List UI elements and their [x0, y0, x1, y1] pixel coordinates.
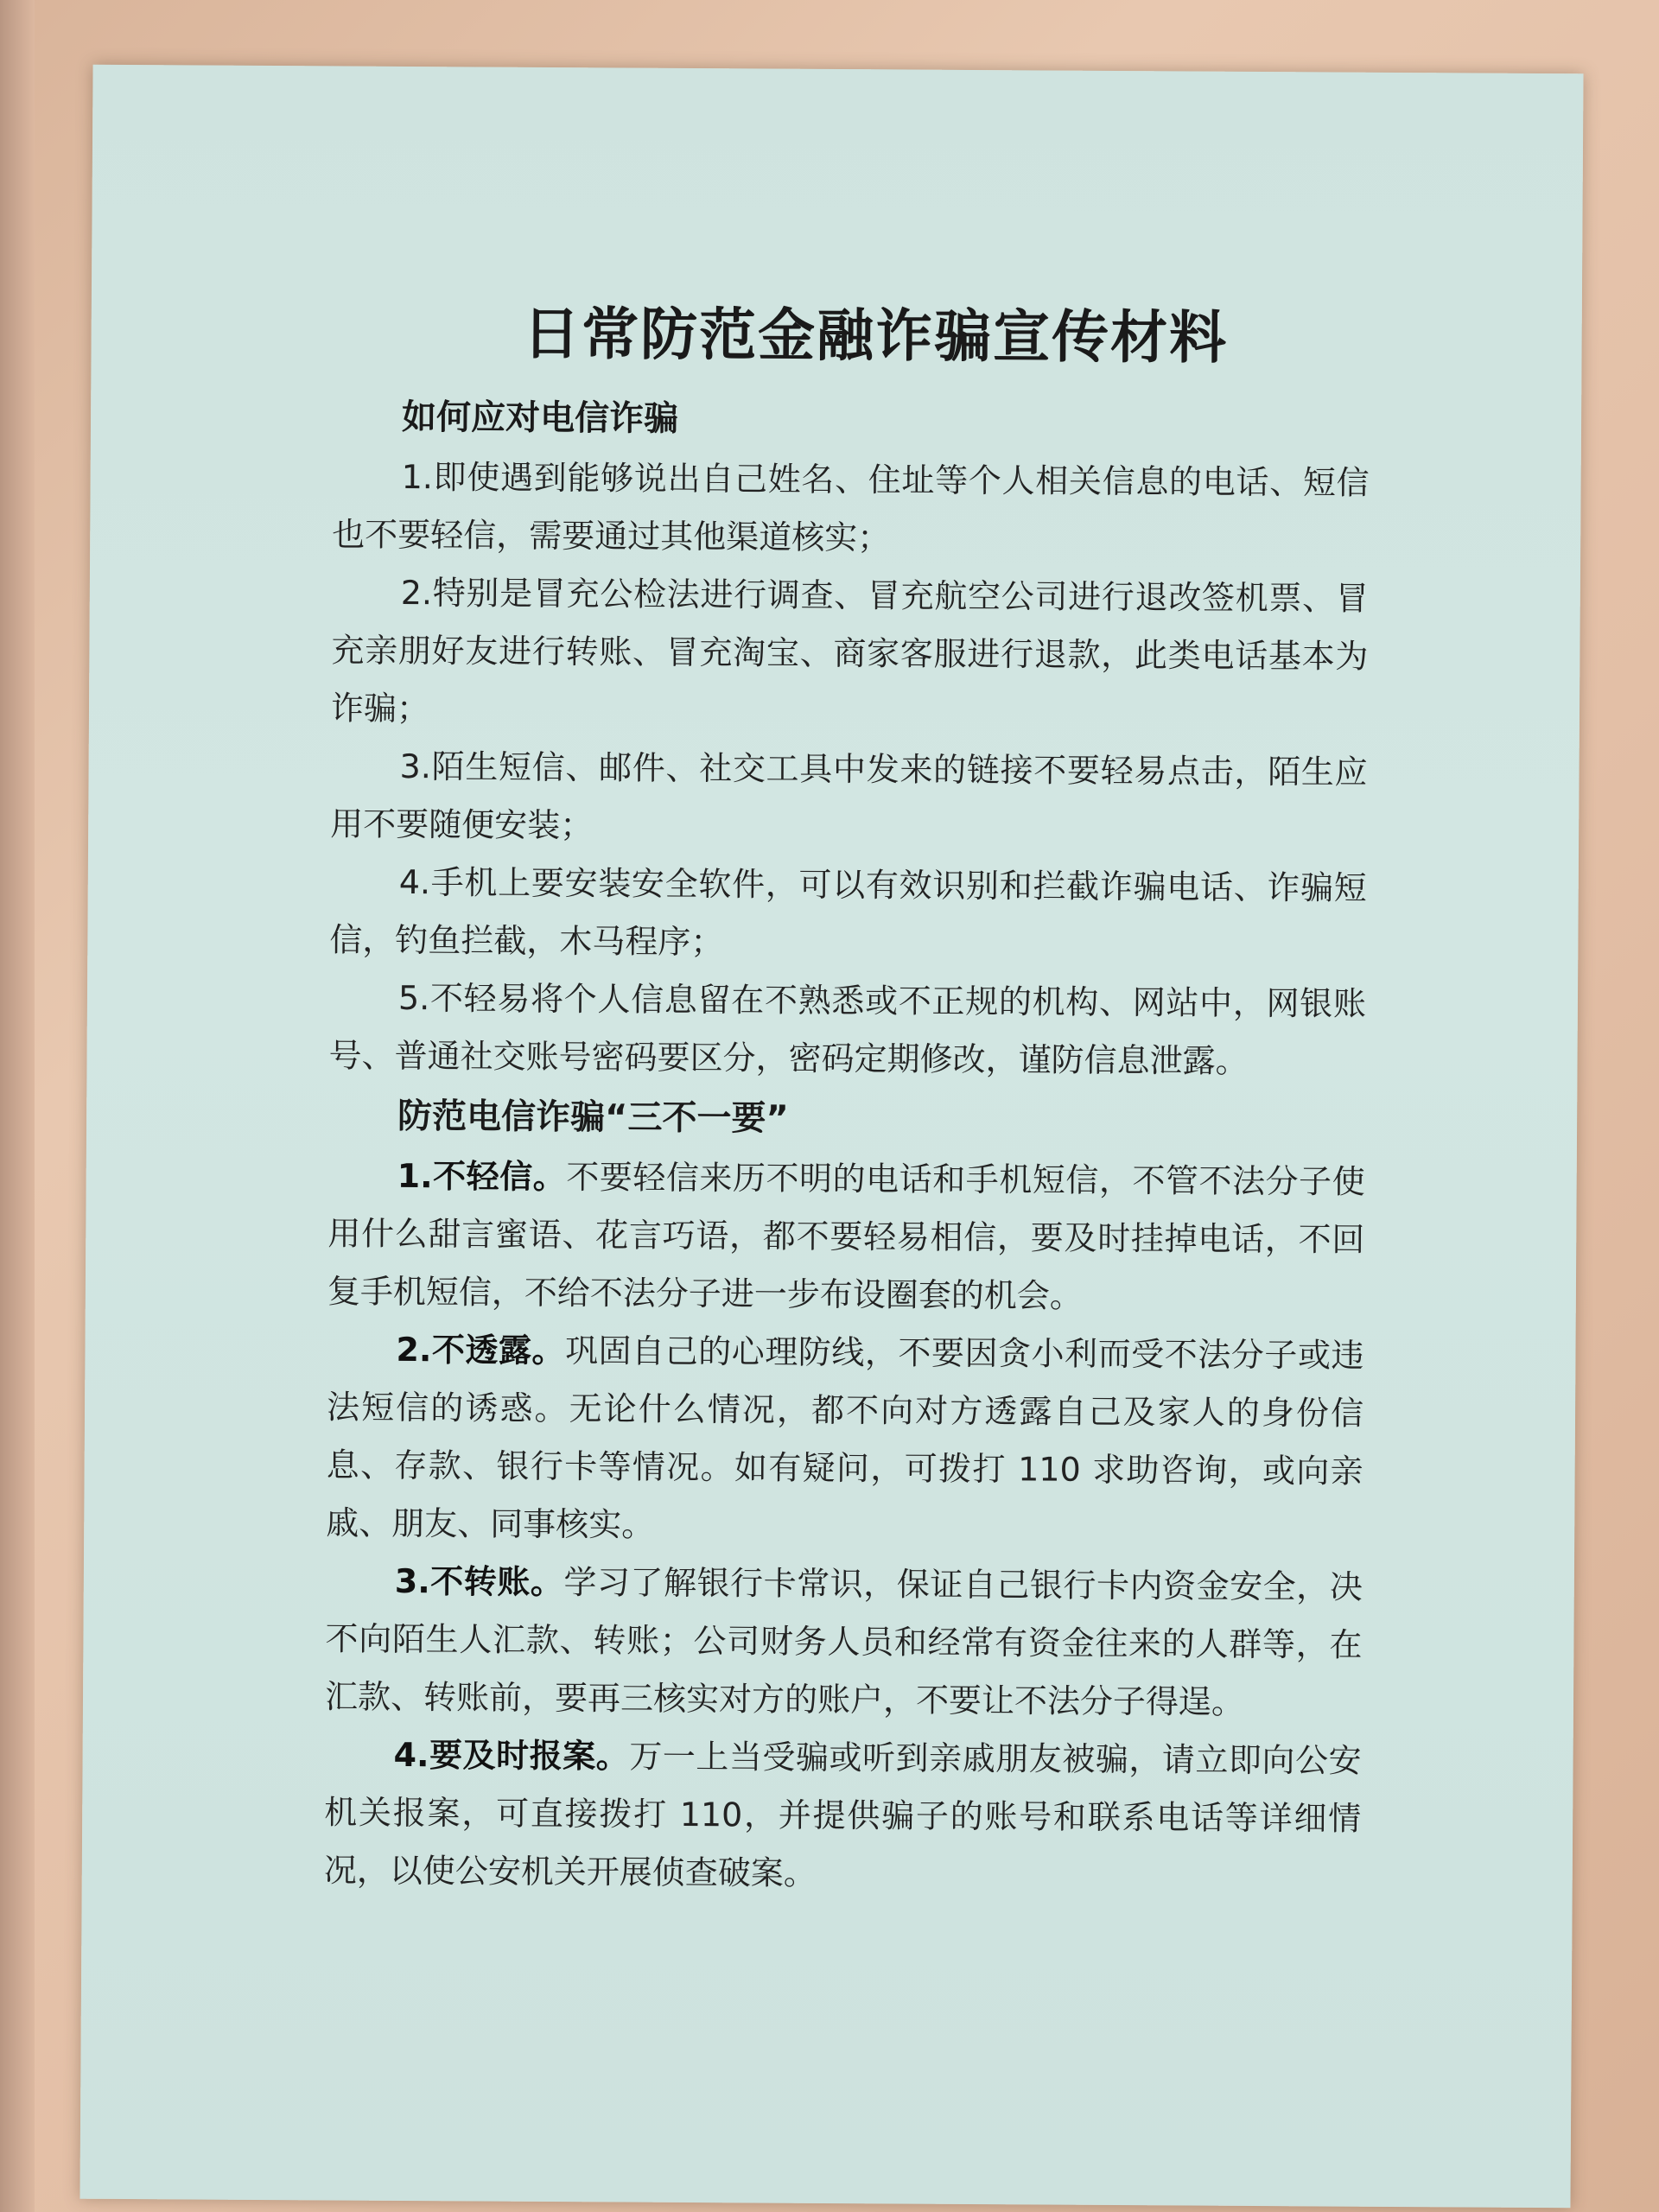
section-heading-telecom-fraud: 如何应对电信诈骗	[401, 397, 679, 439]
document-title: 日常防范金融诈骗宣传材料	[522, 300, 1229, 372]
item-lead: 2.不透露。	[396, 1330, 566, 1370]
list-item	[324, 1726, 1362, 1905]
item-lead: 1.不轻信。	[397, 1156, 567, 1197]
item-lead: 4.要及时报案。	[393, 1735, 630, 1776]
table-edge	[0, 0, 35, 2212]
list-item	[326, 1320, 1364, 1558]
item-text: 巩固自己的心理防线，不要因贪小利而受不法分子或违法短信的诱惑。无论什么情况，都不向对方透露自己及家人的身份信息、存款、银行卡等情况。如有疑问，可拨打 110 求助咨询，或向亲戚、朋友、同事核实。	[326, 1332, 1364, 1544]
list-item: 5.不轻易将个人信息留在不熟悉或不正规的机构、网站中，网银账号、普通社交账号密码要区分，密码定期修改，谨防信息泄露。	[328, 978, 1367, 1080]
item-text: 学习了解银行卡常识，保证自己银行卡内资金安全，决不向陌生人汇款、转账；公司财务人员和经常有资金往来的人群等，在汇款、转账前，要再三核实对方的账户，不要让不法分子得逞。	[324, 1563, 1363, 1721]
list-item	[327, 1147, 1365, 1326]
item-lead: 3.不转账。	[394, 1561, 564, 1602]
section-heading-three-nots: 防范电信诈骗“三不一要”	[397, 1096, 789, 1139]
item-text: 不要轻信来历不明的电话和手机短信，不管不法分子使用什么甜言蜜语、花言巧语，都不要轻易相信，要及时挂掉电话，不回复手机短信，不给不法分子进一步布设圈套的机会。	[327, 1158, 1365, 1315]
list-item: 1.即使遇到能够说出自己姓名、住址等个人相关信息的电话、短信也不要轻信，需要通过其他渠道核实；	[332, 457, 1370, 557]
list-item	[325, 1552, 1363, 1732]
document-body	[324, 385, 1370, 1905]
list-item: 4.手机上要安装安全软件，可以有效识别和拦截诈骗电话、诈骗短信，钓鱼拦截，木马程序；	[329, 862, 1367, 962]
list-item: 3.陌生短信、邮件、社交工具中发来的链接不要轻易点击，陌生应用不要随便安装；	[330, 747, 1368, 845]
list-item: 2.特别是冒充公检法进行调查、冒充航空公司进行退改签机票、冒充亲朋好友进行转账、冒充淘宝、商家客服进行退款，此类电话基本为诈骗；	[330, 573, 1369, 728]
paper-sheet	[79, 65, 1583, 2208]
item-text: 万一上当受骗或听到亲戚朋友被骗，请立即向公安机关报案，可直接拨打 110，并提供骗子的账号和联系电话等详细情况，以使公安机关开展侦查破案。	[323, 1737, 1362, 1892]
